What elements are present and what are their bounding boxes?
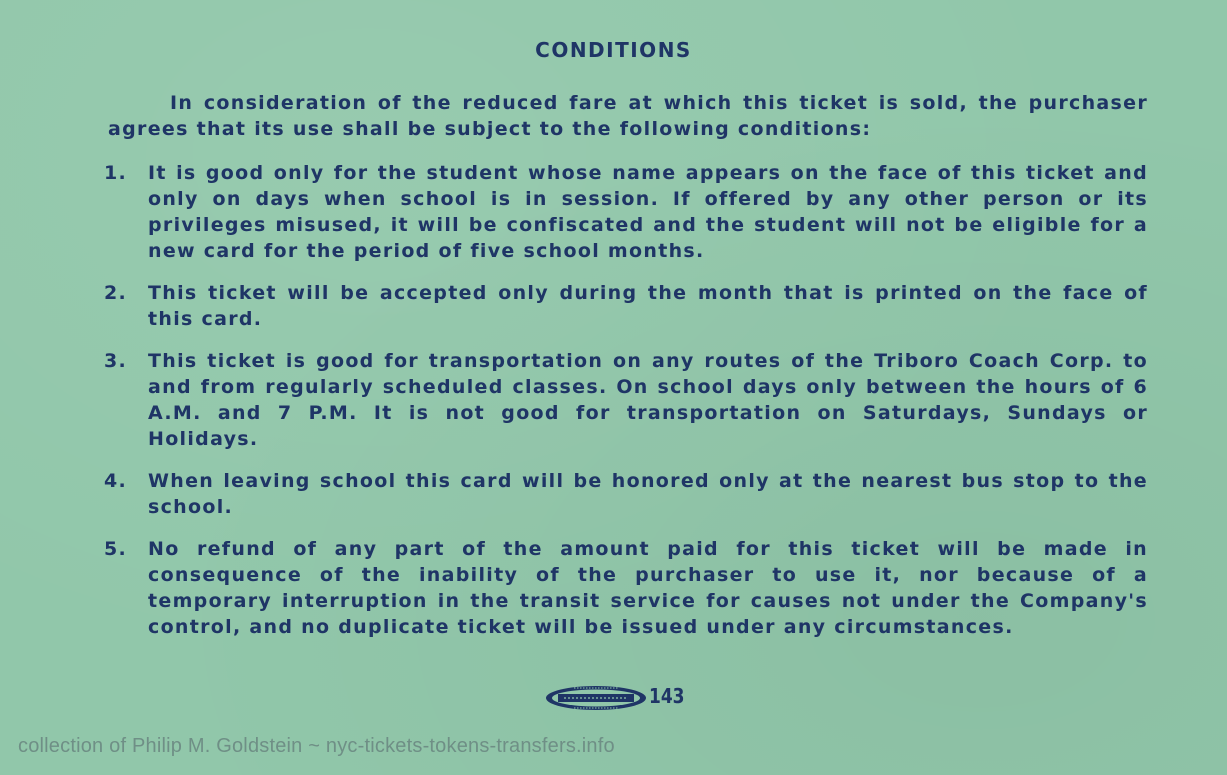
condition-item	[100, 280, 1148, 332]
condition-number: 3.	[104, 350, 128, 372]
condition-text: This ticket is good for transportation on any routes of the Triboro Coach Corp. to and from regularly scheduled classes. On school days only between the hours of 6 A.M. and 7 P.M. It is not good for transportation on Saturdays, Sundays or Holidays.	[148, 350, 1148, 450]
union-label-emblem-icon	[544, 683, 648, 713]
condition-item	[100, 536, 1148, 640]
condition-item	[100, 468, 1148, 520]
conditions-list	[100, 160, 1148, 656]
condition-number: 2.	[104, 282, 128, 304]
page-title: CONDITIONS	[535, 38, 692, 62]
condition-text: No refund of any part of the amount paid for this ticket will be made in consequence of the inability of the purchaser to use it, nor because of a temporary interruption in the transit service for causes not under the Company's control, and no duplicate ticket will be issued under any circumstances.	[148, 538, 1148, 638]
condition-text: When leaving school this card will be honored only at the nearest bus stop to the school.	[148, 470, 1148, 518]
printer-mark-number: 143	[649, 684, 685, 708]
condition-number: 4.	[104, 470, 128, 492]
condition-text: This ticket will be accepted only during the month that is printed on the face of this card.	[148, 282, 1148, 330]
collection-credit: collection of Philip M. Goldstein ~ nyc-tickets-tokens-transfers.info	[18, 735, 615, 757]
condition-number: 5.	[104, 538, 128, 560]
condition-text: It is good only for the student whose name appears on the face of this ticket and only on days when school is in session. If offered by any other person or its privileges misused, it will be confiscated and the student will not be eligible for a new card for the period of five school months.	[148, 162, 1148, 262]
intro-paragraph: In consideration of the reduced fare at which this ticket is sold, the purchaser agrees that its use shall be subject to the following conditions:	[108, 92, 1148, 140]
condition-item	[100, 160, 1148, 264]
condition-number: 1.	[104, 162, 128, 184]
condition-item	[100, 348, 1148, 452]
